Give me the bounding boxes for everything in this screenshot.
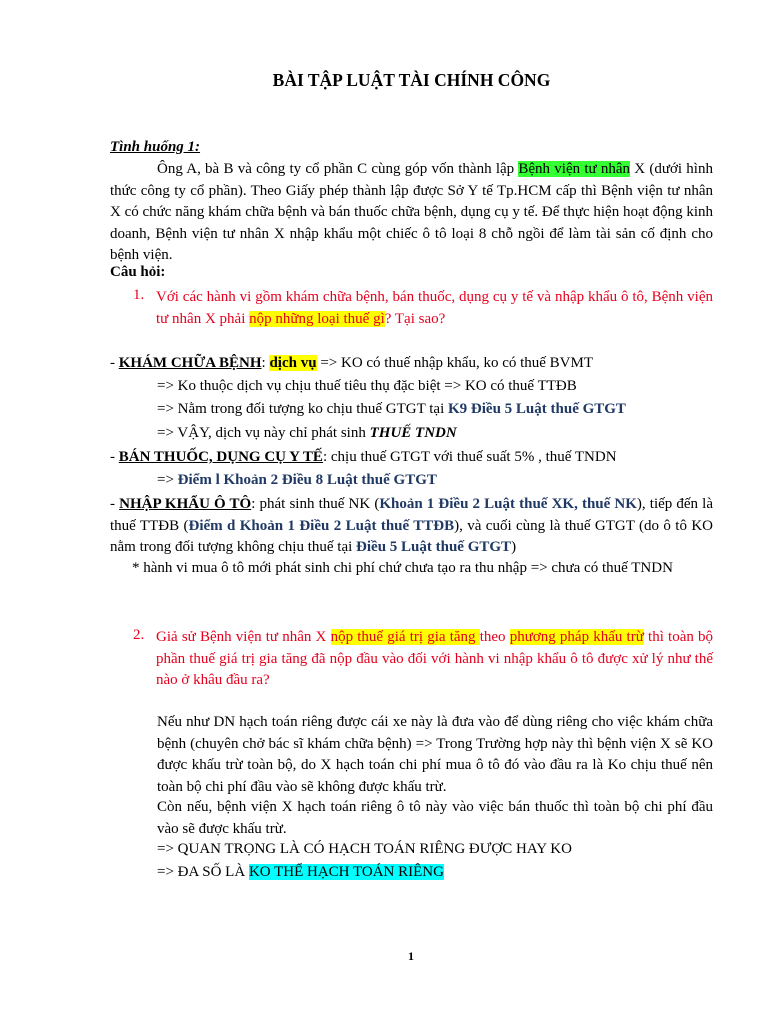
note-paragraph: * hành vi mua ô tô mới phát sinh chi phí chứ chưa tạo ra thu nhập => chưa có thuế TNDN <box>132 560 673 576</box>
question-1-number: 1. <box>133 287 145 303</box>
answer-ban-line-2 <box>157 472 437 489</box>
colon: : <box>261 355 270 371</box>
page-number: 1 <box>408 949 414 963</box>
answer-kham-line-2: => Ko thuộc dịch vụ chịu thuế tiêu thụ đặc biệt => KO có thuế TTĐB <box>157 378 577 394</box>
intro-highlight: Bệnh viện tư nhân <box>518 161 631 177</box>
answer-2-paragraph-1: Nếu như DN hạch toán riêng được cái xe này là đưa vào để dùng riêng cho việc khám chữa bệnh (chuyên chở bác sĩ khám chữa bệnh) => Trong Trường hợp này thì bệnh viện X sẽ KO được khấu trừ toàn bộ, do X hạch toán chi phí mua ô tô đó vào đầu ra là Ko chịu thuế nên toàn bộ chi phí đầu vào sẽ không được khấu trừ. <box>157 714 713 795</box>
kham-rest-text: => KO có thuế nhập khẩu, ko có thuế BVMT <box>316 355 594 371</box>
highlight-dich-vu: dịch vụ <box>269 355 317 371</box>
answer-2-conclusion-2 <box>157 864 444 881</box>
answer-kham-line-4 <box>157 425 457 442</box>
nk-text-3: ), và cuối cùng là thuế GTGT (do ô tô KO nằm trong đối tượng không chịu thuế tại <box>110 517 713 555</box>
label-ban-thuoc: BÁN THUỐC, DỤNG CỤ Y TẾ <box>118 449 323 465</box>
nk-text-4: ) <box>511 539 517 555</box>
nk-text-1: : phát sinh thuế NK ( <box>251 496 380 512</box>
legal-reference-ttdb: Điểm d Khoản 1 Điều 2 Luật thuế TTĐB <box>188 517 455 534</box>
legal-reference-diem-l: Điểm l Khoản 2 Điều 8 Luật thuế GTGT <box>177 472 437 488</box>
arrow-text: => <box>157 472 178 488</box>
kham-l4-text: => VẬY, dịch vụ này chỉ phát sinh <box>157 425 370 441</box>
intro-paragraph <box>110 159 713 267</box>
emphasis-thue-tndn: THUẾ TNDN <box>369 425 457 441</box>
q1-text-2: ? Tại sao? <box>384 310 446 327</box>
answer-nhap-khau-paragraph <box>110 494 713 559</box>
legal-reference-k9: K9 Điều 5 Luật thuế GTGT <box>448 401 626 417</box>
q2-text-1: Giả sử Bệnh viện tư nhân X <box>156 629 331 645</box>
question-2-text <box>156 627 713 692</box>
ban-rest-text: : chịu thuế GTGT với thuế suất 5% , thuế TNDN <box>322 449 617 465</box>
label-kham-chua-benh: KHÁM CHỮA BỆNH <box>118 355 262 371</box>
intro-text-2: X (dưới hình thức công ty cổ phần). Theo Giấy phép thành lập được Sở Y tế Tp.HCM cấp thì Bệnh viện tư nhân X có chức năng khám chữa bệnh và bán thuốc chữa bệnh, dụng cụ y tế. Để thực hiện hoạt động kinh doanh, Bệnh viện tư nhân X nhập khẩu một chiếc ô tô loại 8 chỗ ngồi để làm tài sản cố định cho bệnh viện. <box>110 161 713 263</box>
questions-heading: Câu hỏi: <box>110 264 166 280</box>
answer-2-paragraph-2: Còn nếu, bệnh viện X hạch toán riêng ô tô này vào việc bán thuốc thì toàn bộ chi phí đầu vào sẽ được khấu trừ. <box>157 799 713 837</box>
q1-text-1: Với các hành vi gồm khám chữa bệnh, bán thuốc, dụng cụ y tế và nhập khẩu ô tô, Bệnh viện tư nhân X phải <box>156 289 713 327</box>
question-2-number: 2. <box>133 627 145 643</box>
dash: - <box>110 355 119 371</box>
answer-kham-line-1 <box>110 355 593 372</box>
nk-text-2: ), tiếp đến là thuế TTĐB ( <box>110 496 714 534</box>
legal-reference-xk-nk: Khoản 1 Điều 2 Luật thuế XK, thuế NK <box>379 496 637 512</box>
highlight-ko-the-hach-toan: KO THỂ HẠCH TOÁN RIÊNG <box>248 864 444 880</box>
q1-highlight: nộp những loại thuế gì <box>249 310 385 327</box>
conclusion-2-text: => ĐA SỐ LÀ <box>157 864 249 880</box>
situation-heading: Tình huống 1: <box>110 139 201 155</box>
document-title: BÀI TẬP LUẬT TÀI CHÍNH CÔNG <box>272 70 551 90</box>
kham-l3-text: => Nằm trong đối tượng ko chịu thuế GTGT tại <box>157 401 448 417</box>
intro-text-1: Ông A, bà B và công ty cổ phần C cùng góp vốn thành lập <box>157 161 519 177</box>
dash: - <box>110 496 120 512</box>
answer-kham-line-3 <box>157 401 626 418</box>
answer-ban-line-1 <box>110 449 617 466</box>
q2-text-2: theo <box>479 629 510 645</box>
answer-2-conclusion-1: => QUAN TRỌNG LÀ CÓ HẠCH TOÁN RIÊNG ĐƯỢC HAY KO <box>157 841 572 857</box>
q2-highlight-1: nộp thuế giá trị gia tăng <box>330 629 480 645</box>
q2-highlight-2: phương pháp khấu trừ <box>509 629 644 645</box>
dash: - <box>110 449 119 465</box>
label-nhap-khau-o-to: NHẬP KHẨU Ô TÔ <box>119 496 252 512</box>
legal-reference-dieu-5: Điều 5 Luật thuế GTGT <box>356 539 512 555</box>
question-1-text <box>156 287 713 330</box>
q2-text-3: thì toàn bộ phần thuế giá trị gia tăng đã nộp đầu vào đối với hành vi nhập khẩu ô tô được xử lý như thế nào ở khâu đầu ra? <box>156 629 714 688</box>
